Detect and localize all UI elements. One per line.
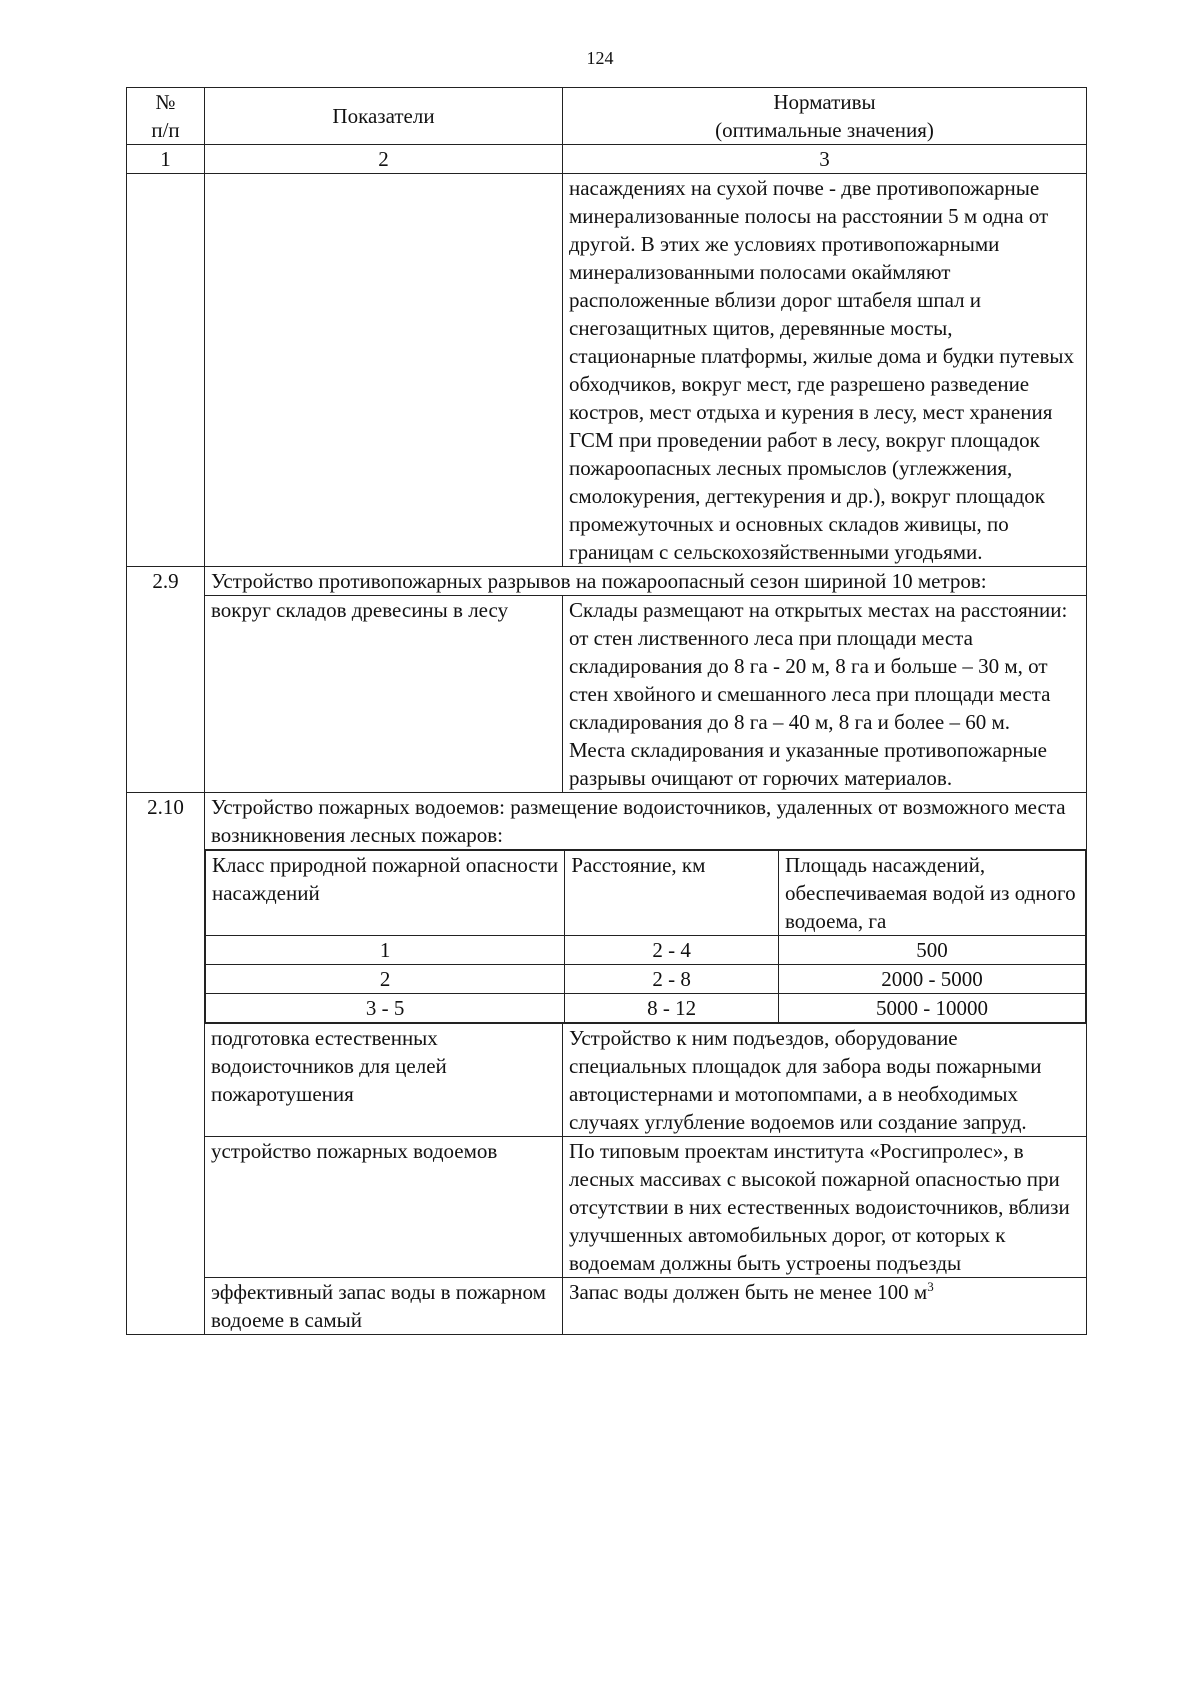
subtable-row-2-class: 2 (206, 965, 565, 994)
section-2-9-number: 2.9 (127, 567, 205, 793)
subtable-row-2-distance: 2 - 8 (565, 965, 779, 994)
header-number-abbr: п/п (151, 118, 180, 142)
subtable-header-area: Площадь насаждений, обеспечиваемая водой из одного водоема, га (779, 851, 1086, 936)
section-2-9-indicator: вокруг складов древесины в лесу (205, 596, 563, 793)
table-header-row (127, 88, 1087, 145)
section-2-10-item-2-indicator: устройство пожарных водоемов (205, 1137, 563, 1278)
column-number-2: 2 (205, 145, 563, 174)
subtable-row-3-distance: 8 - 12 (565, 994, 779, 1023)
section-2-9-norm-cell (563, 596, 1087, 793)
section-2-9-item-row (127, 596, 1087, 793)
section-2-10-item-3-norm: Запас воды должен быть не менее 100 м (569, 1280, 928, 1304)
section-2-9-norm-p2: Места складирования и указанные противопожарные разрывы очищают от горючих материалов. (569, 738, 1047, 790)
subtable-row (206, 994, 1086, 1023)
subtable-row-1-class: 1 (206, 936, 565, 965)
subtable-row-3-class: 3 - 5 (206, 994, 565, 1023)
subtable-header-distance: Расстояние, км (565, 851, 779, 936)
subtable-header-class: Класс природной пожарной опасности насаждений (206, 851, 565, 936)
subtable-row (206, 936, 1086, 965)
header-indicators: Показатели (205, 88, 563, 145)
header-norms-subtitle: (оптимальные значения) (715, 118, 934, 142)
continuation-row (127, 174, 1087, 567)
section-2-10-item-row (127, 1137, 1087, 1278)
superscript-cubic: 3 (927, 1279, 934, 1294)
section-2-10-item-1-norm: Устройство к ним подъездов, оборудование специальных площадок для забора воды пожарными автоцистернами и мотопомпами, а в необходимых случаях углубление водоемов или создание запруд. (563, 1024, 1087, 1137)
distance-subtable-cell (205, 850, 1087, 1024)
header-number-cell (127, 88, 205, 145)
section-2-9-title: Устройство противопожарных разрывов на пожароопасный сезон шириной 10 метров: (205, 567, 1087, 596)
section-2-9-norm-p1: Склады размещают на открытых местах на расстоянии: от стен лиственного леса при площади места складирования до 8 га - 20 м, 8 га и больше – 30 м, от стен хвойного и смешанного леса при площади места складирования до 8 га – 40 м, 8 га и более – 60 м. (569, 598, 1068, 734)
header-norms: Нормативы (773, 90, 876, 114)
subtable-row-3-area: 5000 - 10000 (779, 994, 1086, 1023)
subtable-header-row (206, 851, 1086, 936)
column-number-row (127, 145, 1087, 174)
section-2-10-item-3-norm-cell (563, 1278, 1087, 1335)
norms-table (126, 87, 1087, 1335)
subtable-row-1-distance: 2 - 4 (565, 936, 779, 965)
section-2-9-title-row (127, 567, 1087, 596)
continuation-norm-text: насаждениях на сухой почве - две противопожарные минерализованные полосы на расстоянии 5 м одна от другой. В этих же условиях противопожарными минерализованными полосами окаймляют расположенные вблизи дорог штабеля шпал и снегозащитных щитов, деревянные мосты, стационарные платформы, жилые дома и будки путевых обходчиков, вокруг мест, где разрешено разведение костров, мест отдыха и курения в лесу, мест хранения ГСМ при проведении работ в лесу, вокруг площадок пожароопасных лесных промыслов (углежжения, смолокурения, дегтекурения и др.), вокруг площадок промежуточных и основных складов живицы, по границам с сельскохозяйственными угодьями. (563, 174, 1087, 567)
distance-subtable (205, 850, 1086, 1023)
section-2-10-item-2-norm: По типовым проектам института «Росгипролес», в лесных массивах с высокой пожарной опасностью при отсутствии в них естественных водоисточников, вблизи улучшенных автомобильных дорог, от которых к водоемам должны быть устроены подъезды (563, 1137, 1087, 1278)
subtable-row-1-area: 500 (779, 936, 1086, 965)
column-number-1: 1 (127, 145, 205, 174)
section-2-10-item-3-indicator: эффективный запас воды в пожарном водоеме в самый (205, 1278, 563, 1335)
header-number-symbol: № (155, 90, 176, 114)
continuation-indicator-cell (205, 174, 563, 567)
page-number: 124 (586, 48, 614, 68)
section-2-10-number: 2.10 (127, 793, 205, 1335)
section-2-10-item-row (127, 1024, 1087, 1137)
section-2-10-title-row (127, 793, 1087, 850)
section-2-10-item-1-indicator: подготовка естественных водоисточников для целей пожаротушения (205, 1024, 563, 1137)
section-2-10-item-row (127, 1278, 1087, 1335)
continuation-number-cell (127, 174, 205, 567)
header-norms-cell (563, 88, 1087, 145)
subtable-row (206, 965, 1086, 994)
distance-subtable-row (127, 850, 1087, 1024)
subtable-row-2-area: 2000 - 5000 (779, 965, 1086, 994)
section-2-10-title: Устройство пожарных водоемов: размещение водоисточников, удаленных от возможного места возникновения лесных пожаров: (205, 793, 1087, 850)
column-number-3: 3 (563, 145, 1087, 174)
